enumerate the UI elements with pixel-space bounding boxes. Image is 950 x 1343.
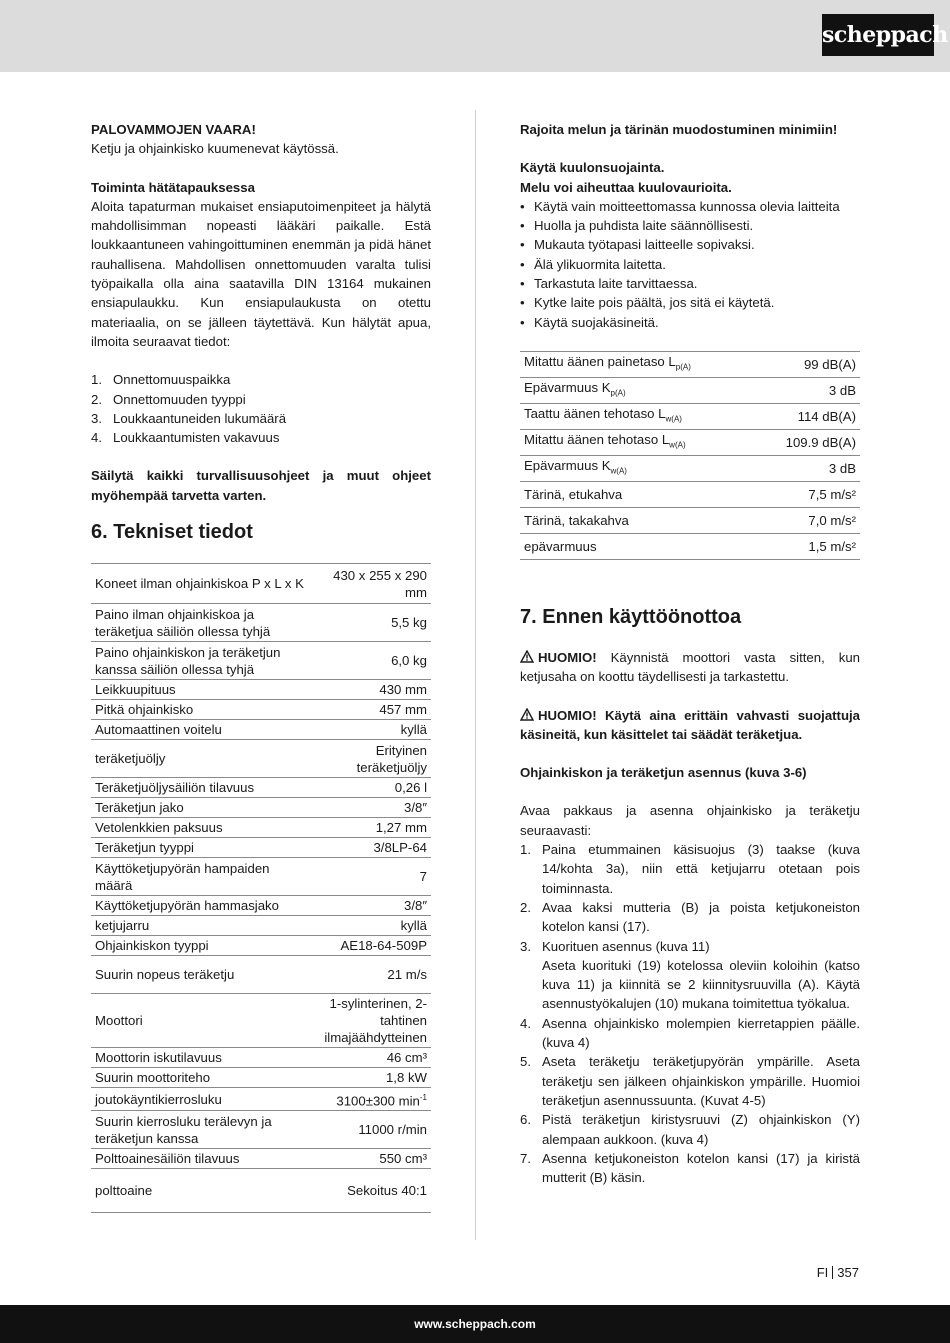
- table-row: [91, 778, 431, 798]
- table-row: [91, 604, 431, 642]
- page-number: [817, 1265, 859, 1280]
- page-number-value: 357: [837, 1265, 859, 1280]
- table-cell-value: kyllä: [311, 916, 431, 936]
- list-item: 4. Loukkaantumisten vakavuus: [91, 430, 280, 446]
- table-cell-label: teräketjuöljy: [91, 740, 311, 778]
- table-row: [91, 1048, 431, 1068]
- website-link[interactable]: www.scheppach.com: [414, 1317, 536, 1331]
- assembly-steps: [520, 840, 860, 1187]
- table-row: [520, 403, 860, 429]
- table-cell-label: Taattu äänen tehotaso $L_{w(A)}$: [520, 403, 755, 429]
- noise-reduction-list: [520, 197, 860, 332]
- list-item: • Huolla ja puhdista laite säännöllisesti.: [520, 218, 754, 234]
- list-item: 7. Asenna ketjukoneiston kotelon kansi (17) ja kiristä mutterit (B) käsin.: [520, 1150, 860, 1186]
- table-cell-value: 6,0 kg: [311, 642, 431, 680]
- table-cell-value: 1,27 mm: [311, 818, 431, 838]
- table-row: [91, 896, 431, 916]
- table-row: [91, 936, 431, 956]
- table-cell-value: 21 m/s: [311, 956, 431, 994]
- table-cell-value: 550 cm³: [311, 1149, 431, 1169]
- table-cell-label: Mitattu äänen tehotaso $L_{w(A)}$: [520, 429, 755, 455]
- hearing-damage-text: Melu voi aiheuttaa kuulovaurioita.: [520, 179, 732, 195]
- table-row: [91, 680, 431, 700]
- hearing-protection-text: Käytä kuulonsuojainta.: [520, 160, 665, 176]
- table-cell-value: 7,5 m/s²: [755, 481, 860, 507]
- burn-warning-text: Ketju ja ohjainkisko kuumenevat käytössä.: [91, 141, 339, 157]
- table-cell-value: 7,0 m/s²: [755, 507, 860, 533]
- list-item: 1. Paina etummainen käsisuojus (3) taakse (kuva 14/kohta 3a), niin että ketjujarru otetaan pois toiminnasta.: [520, 842, 860, 896]
- table-cell-label: Automaattinen voitelu: [91, 720, 311, 740]
- table-cell-label: Suurin nopeus teräketju: [91, 956, 311, 994]
- table-row: [91, 700, 431, 720]
- table-cell-label: Leikkuupituus: [91, 680, 311, 700]
- table-row: [91, 1149, 431, 1169]
- footer-bar: [0, 1305, 950, 1343]
- table-row: [91, 1169, 431, 1213]
- table-row: [520, 533, 860, 559]
- table-row: [91, 1068, 431, 1088]
- table-row: [91, 1111, 431, 1149]
- table-cell-label: Paino ohjainkiskon ja teräketjun kanssa säiliön ollessa tyhjä: [91, 642, 311, 680]
- table-cell-value: 3 dB: [755, 455, 860, 481]
- table-cell-label: polttoaine: [91, 1169, 311, 1213]
- brand-logo: scheppach: [822, 14, 934, 56]
- table-cell-value: 46 cm³: [311, 1048, 431, 1068]
- note-1-label: HUOMIO!: [538, 649, 597, 665]
- list-item: 6. Pistä teräketjun kiristysruuvi (Z) ohjainkiskon (Y) alempaan aukkoon. (kuva 4): [520, 1112, 860, 1147]
- table-cell-label: Suurin kierrosluku terälevyn ja teräketjun kanssa: [91, 1111, 311, 1149]
- table-cell-value: 3100±300 $\min^{-1}$: [311, 1088, 431, 1111]
- table-cell-label: Suurin moottoriteho: [91, 1068, 311, 1088]
- list-item: • Tarkastuta laite tarvittaessa.: [520, 276, 698, 292]
- section-7-title: 7. Ennen käyttöönottoa: [520, 605, 742, 628]
- table-row: [91, 916, 431, 936]
- table-row: [91, 798, 431, 818]
- limit-noise-text: Rajoita melun ja tärinän muodostuminen minimiin!: [520, 122, 838, 137]
- table-cell-value: 1-sylinterinen, 2-tahtinen ilmajäähdytteinen: [311, 994, 431, 1048]
- left-column: [91, 120, 431, 1213]
- table-cell-label: Teräketjun tyyppi: [91, 838, 311, 858]
- emergency-info-list: [91, 370, 431, 447]
- list-item: • Käytä suojakäsineitä.: [520, 314, 659, 330]
- table-cell-value: 430 x 255 x 290 mm: [311, 564, 431, 604]
- list-item: 3. Kuorituen asennus (kuva 11) Aseta kuorituki (19) kotelossa oleviin koloihin (katso kuva 11) ja kiinnitä se 2 kiinnitysruuvilla (A). Käytä asennustyökalujen (10) mukana toimitettua työkalua.: [520, 937, 860, 1014]
- table-cell-value: 11000 r/min: [311, 1111, 431, 1149]
- burn-warning-title: PALOVAMMOJEN VAARA!: [91, 122, 256, 137]
- table-cell-label: ketjujarru: [91, 916, 311, 936]
- list-item: 5. Aseta teräketju teräketjupyörän ympärille. Aseta teräketju sen jälkeen ohjainkiskon ympärille. Huomioi teräketjun asennussuunta. (Kuvat 4-5): [520, 1054, 860, 1108]
- table-row: [520, 429, 860, 455]
- step-3-detail: Aseta kuorituki (19) kotelossa oleviin koloihin (katso kuva 11) ja kiinnitä se 2 kiinnitysruuvilla (A). Käytä asennustyökalujen (10) mukana toimitettua työkalua.: [542, 957, 860, 1012]
- table-cell-value: kyllä: [311, 720, 431, 740]
- table-cell-label: Pitkä ohjainkisko: [91, 700, 311, 720]
- right-column: [520, 120, 860, 1187]
- table-row: [91, 956, 431, 994]
- table-cell-value: 5,5 kg: [311, 604, 431, 642]
- warning-icon: [520, 650, 534, 663]
- table-cell-value: 457 mm: [311, 700, 431, 720]
- list-item: 1. Onnettomuuspaikka: [91, 372, 231, 388]
- technical-data-table: [91, 563, 431, 1213]
- table-cell-label: Epävarmuus $K_{w(A)}$: [520, 455, 755, 481]
- table-cell-label: Tärinä, etukahva: [520, 481, 755, 507]
- note-1: [520, 648, 860, 687]
- list-item: 2. Onnettomuuden tyyppi: [91, 391, 246, 407]
- table-row: [91, 720, 431, 740]
- table-row: [91, 994, 431, 1048]
- table-row: [91, 564, 431, 604]
- table-row: [91, 642, 431, 680]
- list-item: • Käytä vain moitteettomassa kunnossa olevia laitteita: [520, 198, 840, 214]
- table-row: [520, 377, 860, 403]
- table-row: [520, 481, 860, 507]
- table-cell-label: Koneet ilman ohjainkiskoa P x L x K: [91, 564, 311, 604]
- list-item: • Mukauta työtapasi laitteelle sopivaksi.: [520, 237, 755, 253]
- table-cell-value: AE18-64-509P: [311, 936, 431, 956]
- table-cell-value: Erityinen teräketjuöljy: [311, 740, 431, 778]
- table-cell-label: Vetolenkkien paksuus: [91, 818, 311, 838]
- list-item: • Älä ylikuormita laitetta.: [520, 256, 666, 272]
- table-cell-value: 3/8″: [311, 896, 431, 916]
- note-2: [520, 706, 860, 745]
- table-cell-value: 3 dB: [755, 377, 860, 403]
- table-cell-label: Moottorin iskutilavuus: [91, 1048, 311, 1068]
- table-cell-value: 0,26 l: [311, 778, 431, 798]
- header-bar: [0, 0, 950, 72]
- table-cell-label: Moottori: [91, 994, 311, 1048]
- emergency-text: Aloita tapaturman mukaiset ensiaputoimenpiteet ja hälytä mahdollisimman nopeasti lääkäri paikalle. Estä loukkaantuneen vahingoittuminen enemmän ja pidä hänet rauhallisena. Mahdollisen onnettomuuden varalta tulisi työpaikalla olla aina saatavilla DIN 13164 mukainen ensiapulaukku. Kun ensiapulaukusta on otettu materiaalia, on se jälleen täytettävä. Kun hälytät apua, ilmoita seuraavat tiedot:: [91, 198, 431, 349]
- table-cell-label: Epävarmuus $K_{p(A)}$: [520, 377, 755, 403]
- section-6-title: 6. Tekniset tiedot: [91, 521, 253, 544]
- table-cell-label: Teräketjuöljysäiliön tilavuus: [91, 778, 311, 798]
- assembly-intro: Avaa pakkaus ja asenna ohjainkisko ja teräketju seuraavasti:: [520, 803, 860, 838]
- table-cell-value: 7: [311, 858, 431, 896]
- list-item: 4. Asenna ohjainkisko molempien kierretappien päälle. (kuva 4): [520, 1015, 860, 1051]
- table-cell-value: 99 dB(A): [755, 351, 860, 377]
- table-row: [91, 740, 431, 778]
- table-cell-value: 1,8 kW: [311, 1068, 431, 1088]
- table-cell-value: 1,5 m/s²: [755, 533, 860, 559]
- noise-data-table: [520, 351, 860, 560]
- table-cell-label: joutokäyntikierrosluku: [91, 1088, 311, 1111]
- list-item: 3. Loukkaantuneiden lukumäärä: [91, 410, 287, 426]
- table-row: [91, 818, 431, 838]
- table-cell-value: 3/8″: [311, 798, 431, 818]
- table-cell-label: Mitattu äänen painetaso $L_{p(A)}$: [520, 351, 755, 377]
- assembly-title: Ohjainkiskon ja teräketjun asennus (kuva 3-6): [520, 765, 807, 781]
- language-code: FI: [816, 1265, 829, 1280]
- table-cell-value: Sekoitus 40:1: [311, 1169, 431, 1213]
- table-row: [520, 351, 860, 377]
- table-row: [91, 838, 431, 858]
- table-cell-label: Ohjainkiskon tyyppi: [91, 936, 311, 956]
- table-cell-value: 430 mm: [311, 680, 431, 700]
- table-cell-label: Tärinä, takakahva: [520, 507, 755, 533]
- table-row: [91, 1088, 431, 1111]
- table-cell-label: Polttoainesäiliön tilavuus: [91, 1149, 311, 1169]
- table-row: [91, 858, 431, 896]
- note-2-text: HUOMIO! Käytä aina erittäin vahvasti suojattuja käsineitä, kun käsittelet tai säädät teräketjua.: [520, 707, 860, 742]
- warning-icon: [520, 708, 534, 721]
- table-cell-label: Käyttöketjupyörän hammasjako: [91, 896, 311, 916]
- list-item: 2. Avaa kaksi mutteria (B) ja poista ketjukoneiston kotelon kansi (17).: [520, 899, 860, 935]
- table-cell-label: Käyttöketjupyörän hampaiden määrä: [91, 858, 311, 896]
- list-item: • Kytke laite pois päältä, jos sitä ei käytetä.: [520, 295, 775, 311]
- table-cell-label: Paino ilman ohjainkiskoa ja teräketjua säiliön ollessa tyhjä: [91, 604, 311, 642]
- note-1-text: Käynnistä moottori vasta sitten, kun ketjusaha on koottu täydellisesti ja tarkastettu.: [520, 649, 860, 685]
- table-row: [520, 507, 860, 533]
- table-cell-label: Teräketjun jako: [91, 798, 311, 818]
- table-cell-value: 3/8LP-64: [311, 838, 431, 858]
- keep-instructions-text: Säilytä kaikki turvallisuusohjeet ja muut ohjeet myöhempää tarvetta varten.: [91, 468, 431, 503]
- emergency-title: Toiminta hätätapauksessa: [91, 179, 255, 195]
- table-cell-value: 109.9 dB(A): [755, 429, 860, 455]
- column-divider: [475, 110, 476, 1240]
- table-cell-label: epävarmuus: [520, 533, 755, 559]
- table-cell-value: 114 dB(A): [755, 403, 860, 429]
- table-row: [520, 455, 860, 481]
